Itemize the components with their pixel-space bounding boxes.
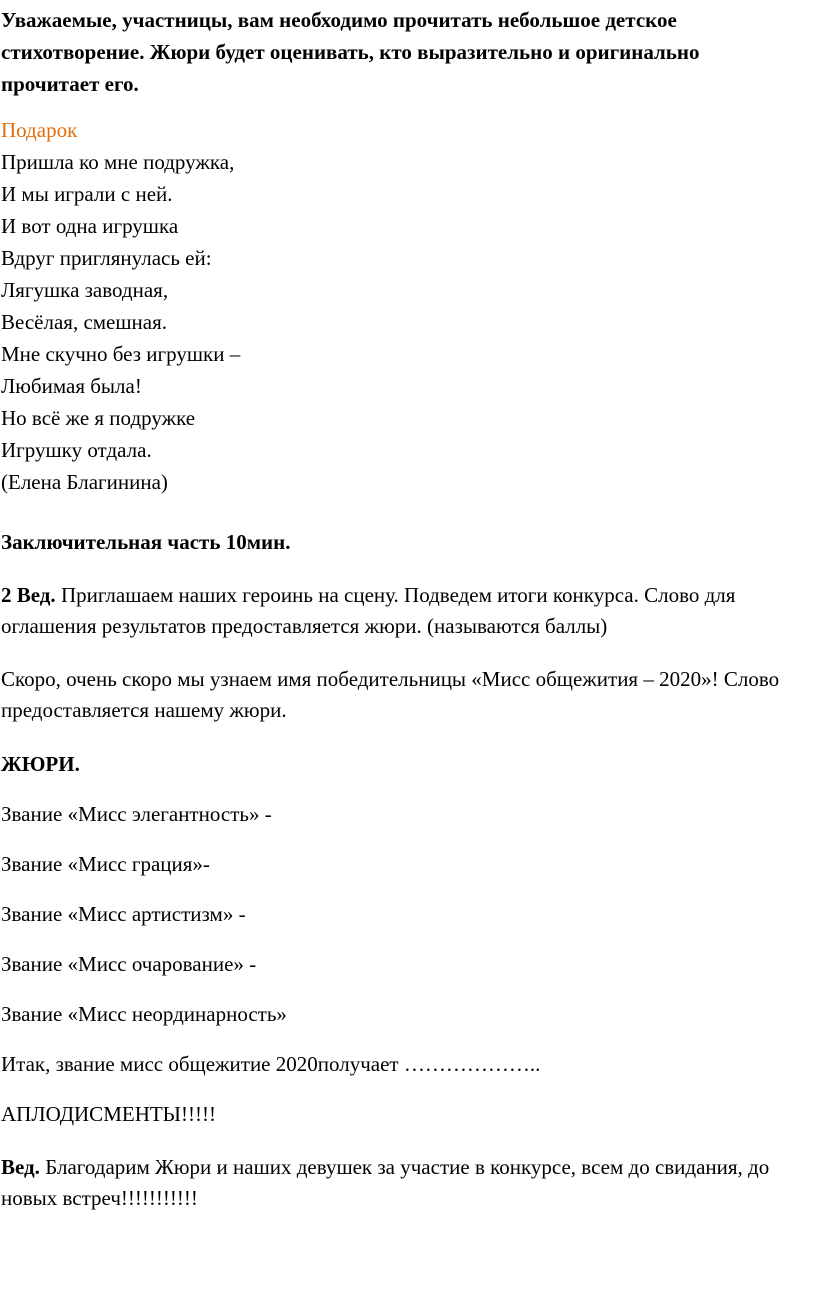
- poem-line: И вот одна игрушка: [1, 214, 179, 238]
- poem-line: И мы играли с ней.: [1, 182, 173, 206]
- poem-line: Вдруг приглянулась ей:: [1, 246, 212, 270]
- poem-line: Любимая была!: [1, 374, 142, 398]
- title-charm: Звание «Мисс очарование» -: [1, 952, 257, 976]
- poem-line: Но всё же я подружке: [1, 406, 196, 430]
- jury-heading: ЖЮРИ.: [1, 752, 80, 776]
- title-artistry: Звание «Мисс артистизм» -: [1, 902, 246, 926]
- closing-label: Вед.: [1, 1155, 40, 1179]
- poem-author: (Елена Благинина): [1, 470, 168, 494]
- final-part-heading: Заключительная часть 10мин.: [1, 530, 291, 554]
- poem-line: Лягушка заводная,: [1, 278, 169, 302]
- title-elegance: Звание «Мисс элегантность» -: [1, 802, 272, 826]
- poem-line: Мне скучно без игрушки –: [1, 342, 241, 366]
- host-paragraph: [1, 580, 796, 642]
- poem-line: Весёлая, смешная.: [1, 310, 168, 334]
- title-uniqueness: Звание «Мисс неординарность»: [1, 1002, 287, 1026]
- host-label: 2 Вед.: [1, 583, 56, 607]
- intro-paragraph: Уважаемые, участницы, вам необходимо прочитать небольшое детское стихотворение. Жюри будет оценивать, кто выразительно и оригинально прочитает его.: [1, 8, 700, 96]
- poem-block: [1, 114, 796, 498]
- closing-text: Благодарим Жюри и наших девушек за участие в конкурсе, всем до свидания, до новых встреч!!!!!!!!!!!: [1, 1155, 770, 1210]
- announcement-paragraph: Скоро, очень скоро мы узнаем имя победительницы «Мисс общежития – 2020»! Слово предоставляется нашему жюри.: [1, 667, 780, 722]
- winner-line: Итак, звание мисс общежитие 2020получает ………………..: [1, 1052, 541, 1076]
- poem-title: Подарок: [1, 118, 78, 142]
- applause-line: АПЛОДИСМЕНТЫ!!!!!: [1, 1102, 216, 1126]
- poem-line: Игрушку отдала.: [1, 438, 152, 462]
- title-grace: Звание «Мисс грация»-: [1, 852, 210, 876]
- poem-line: Пришла ко мне подружка,: [1, 150, 235, 174]
- closing-paragraph: [1, 1152, 796, 1214]
- host-text: Приглашаем наших героинь на сцену. Подведем итоги конкурса. Слово для оглашения результатов предоставляется жюри. (называются баллы): [1, 583, 736, 638]
